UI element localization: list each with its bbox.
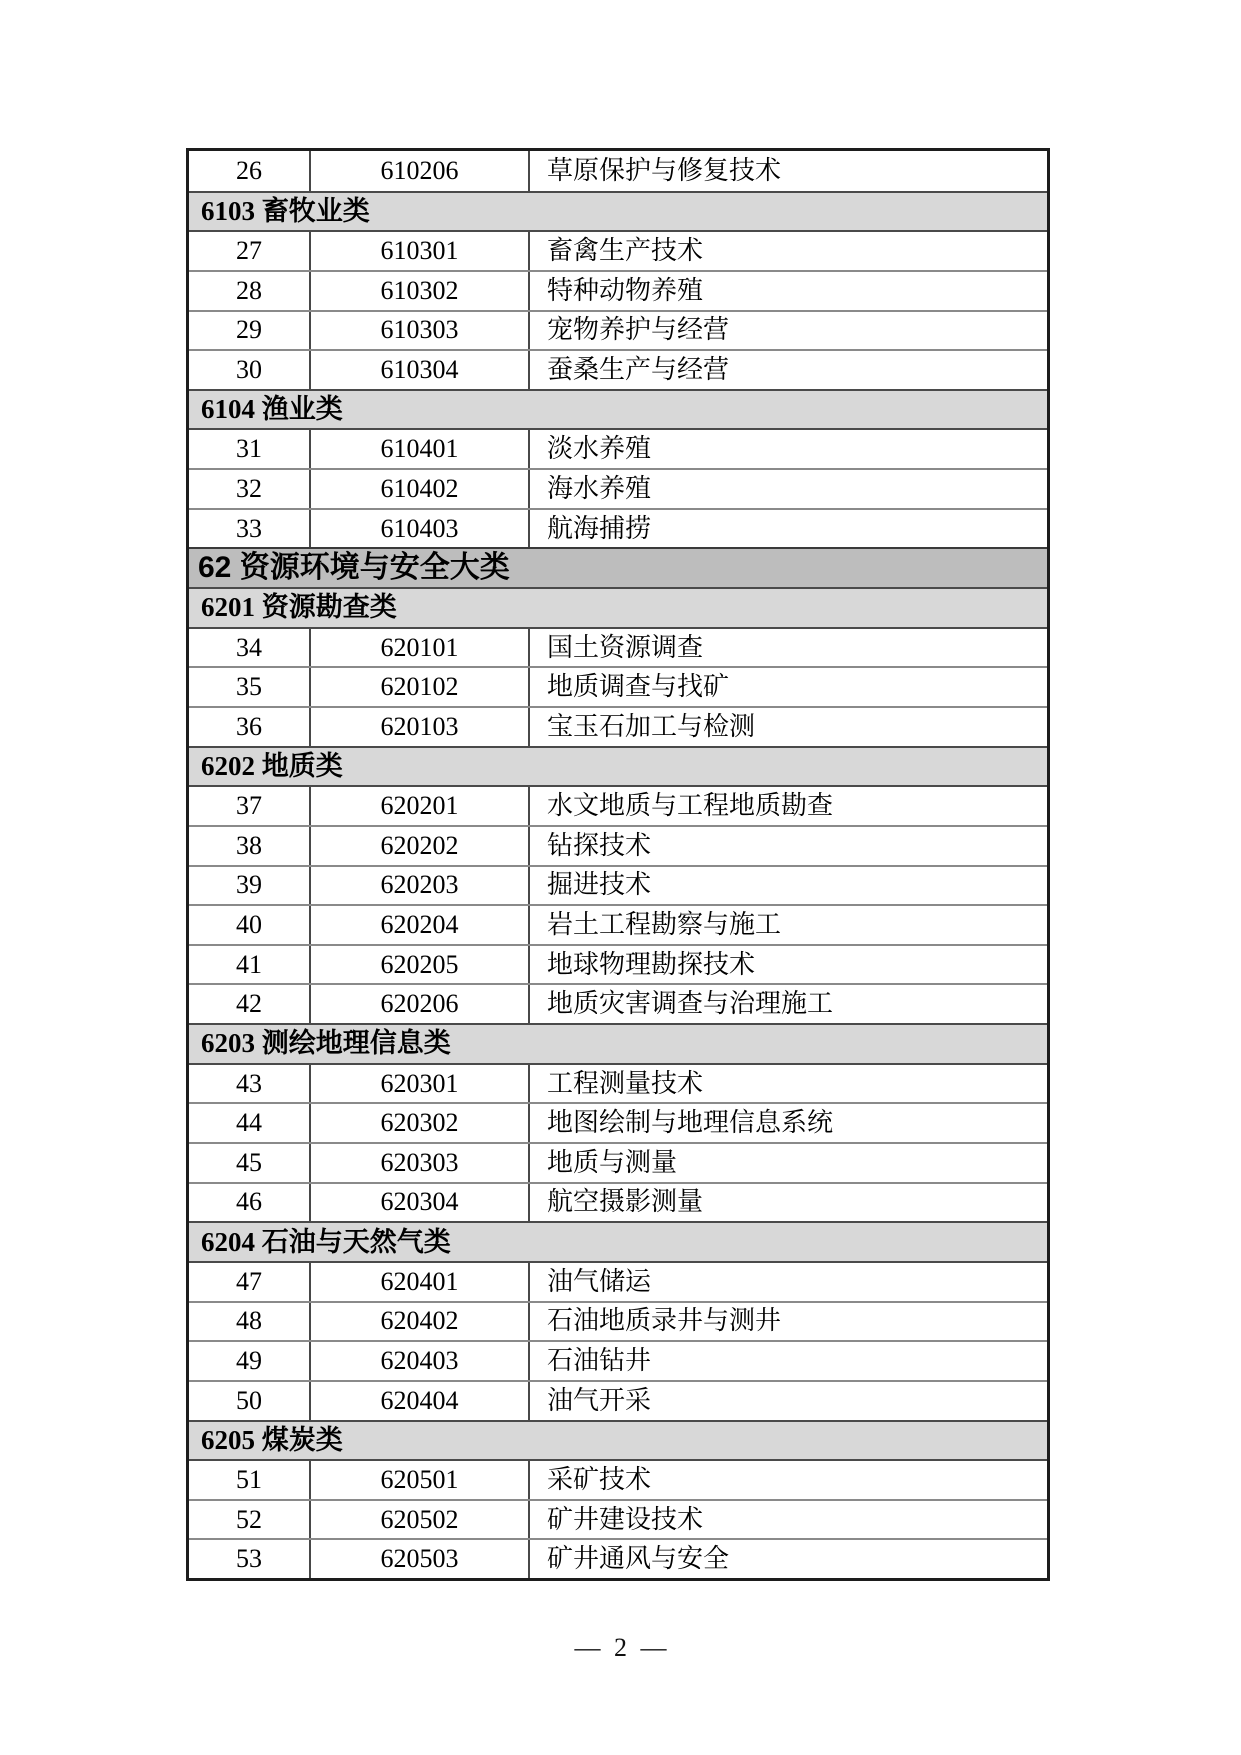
table-row xyxy=(189,1063,1047,1103)
category-label: 6204 石油与天然气类 xyxy=(201,1226,451,1257)
code-cell: 610206 xyxy=(311,151,530,191)
table-row xyxy=(189,865,1047,905)
code-cell: 620502 xyxy=(311,1501,530,1539)
code-cell: 620103 xyxy=(311,708,530,746)
specialty-name-cell: 宠物养护与经营 xyxy=(547,315,730,345)
specialty-name-cell: 水文地质与工程地质勘查 xyxy=(547,791,834,821)
specialty-name-cell: 油气储运 xyxy=(547,1266,652,1296)
seq-cell: 28 xyxy=(189,272,311,310)
code-cell: 620302 xyxy=(311,1104,530,1142)
table-row xyxy=(189,706,1047,746)
table-row xyxy=(189,1340,1047,1380)
specialty-name-cell: 淡水养殖 xyxy=(547,434,652,464)
table-row xyxy=(189,1301,1047,1341)
seq-cell: 37 xyxy=(189,787,311,825)
specialty-name-cell: 采矿技术 xyxy=(547,1464,652,1494)
code-cell: 620202 xyxy=(311,827,530,865)
seq-cell: 48 xyxy=(189,1303,311,1341)
specialty-name-cell: 航海捕捞 xyxy=(547,513,652,543)
category-header-row xyxy=(189,1023,1047,1063)
table-row xyxy=(189,310,1047,350)
seq-cell: 41 xyxy=(189,946,311,984)
table-row xyxy=(189,825,1047,865)
seq-cell: 30 xyxy=(189,351,311,389)
seq-cell: 47 xyxy=(189,1263,311,1301)
table-row xyxy=(189,1459,1047,1499)
seq-cell: 46 xyxy=(189,1184,311,1222)
table-row xyxy=(189,944,1047,984)
table-row xyxy=(189,468,1047,508)
code-cell: 620503 xyxy=(311,1540,530,1578)
category-header-row xyxy=(189,191,1047,231)
specialty-name-cell: 地图绘制与地理信息系统 xyxy=(547,1108,834,1138)
specialty-catalog-table xyxy=(186,148,1050,1581)
code-cell: 620204 xyxy=(311,906,530,944)
code-cell: 620401 xyxy=(311,1263,530,1301)
seq-cell: 51 xyxy=(189,1461,311,1499)
specialty-name-cell: 蚕桑生产与经营 xyxy=(547,355,730,385)
code-cell: 620203 xyxy=(311,867,530,905)
seq-cell: 36 xyxy=(189,708,311,746)
code-cell: 620303 xyxy=(311,1144,530,1182)
code-cell: 610403 xyxy=(311,510,530,548)
seq-cell: 52 xyxy=(189,1501,311,1539)
code-cell: 620205 xyxy=(311,946,530,984)
table-row xyxy=(189,1261,1047,1301)
specialty-name-cell: 矿井通风与安全 xyxy=(547,1544,730,1574)
seq-cell: 40 xyxy=(189,906,311,944)
table-row xyxy=(189,151,1047,191)
specialty-name-cell: 航空摄影测量 xyxy=(547,1187,704,1217)
seq-cell: 38 xyxy=(189,827,311,865)
specialty-name-cell: 地球物理勘探技术 xyxy=(547,949,756,979)
specialty-name-cell: 海水养殖 xyxy=(547,473,652,503)
code-cell: 610304 xyxy=(311,351,530,389)
major-category-label: 62 资源环境与安全大类 xyxy=(198,551,510,585)
specialty-name-cell: 草原保护与修复技术 xyxy=(547,155,782,185)
table-row xyxy=(189,983,1047,1023)
seq-cell: 43 xyxy=(189,1065,311,1103)
code-cell: 620403 xyxy=(311,1342,530,1380)
seq-cell: 31 xyxy=(189,430,311,468)
seq-cell: 53 xyxy=(189,1540,311,1578)
table-row xyxy=(189,349,1047,389)
table-row xyxy=(189,1499,1047,1539)
seq-cell: 33 xyxy=(189,510,311,548)
specialty-name-cell: 宝玉石加工与检测 xyxy=(547,711,756,741)
seq-cell: 42 xyxy=(189,985,311,1023)
code-cell: 620301 xyxy=(311,1065,530,1103)
seq-cell: 34 xyxy=(189,629,311,667)
table-row xyxy=(189,270,1047,310)
seq-cell: 27 xyxy=(189,232,311,270)
seq-cell: 50 xyxy=(189,1382,311,1420)
code-cell: 620102 xyxy=(311,668,530,706)
page-number: — 2 — xyxy=(574,1633,667,1662)
code-cell: 620201 xyxy=(311,787,530,825)
code-cell: 610402 xyxy=(311,470,530,508)
seq-cell: 44 xyxy=(189,1104,311,1142)
category-header-row xyxy=(189,587,1047,627)
table-row xyxy=(189,785,1047,825)
category-label: 6203 测绘地理信息类 xyxy=(201,1028,451,1059)
specialty-name-cell: 地质灾害调查与治理施工 xyxy=(547,989,834,1019)
specialty-name-cell: 矿井建设技术 xyxy=(547,1504,704,1534)
code-cell: 610301 xyxy=(311,232,530,270)
category-header-row xyxy=(189,746,1047,786)
table-row xyxy=(189,1380,1047,1420)
code-cell: 610303 xyxy=(311,312,530,350)
category-header-row xyxy=(189,389,1047,429)
seq-cell: 39 xyxy=(189,867,311,905)
specialty-name-cell: 国土资源调查 xyxy=(547,632,704,662)
category-header-row xyxy=(189,1221,1047,1261)
specialty-name-cell: 石油地质录井与测井 xyxy=(547,1306,782,1336)
category-label: 6104 渔业类 xyxy=(201,394,343,425)
code-cell: 610302 xyxy=(311,272,530,310)
specialty-name-cell: 岩土工程勘察与施工 xyxy=(547,909,782,939)
seq-cell: 49 xyxy=(189,1342,311,1380)
seq-cell: 29 xyxy=(189,312,311,350)
table-row xyxy=(189,627,1047,667)
category-label: 6205 煤炭类 xyxy=(201,1424,343,1455)
specialty-name-cell: 油气开采 xyxy=(547,1385,652,1415)
table-row xyxy=(189,230,1047,270)
table-row xyxy=(189,666,1047,706)
table-row xyxy=(189,508,1047,548)
code-cell: 610401 xyxy=(311,430,530,468)
code-cell: 620101 xyxy=(311,629,530,667)
seq-cell: 26 xyxy=(189,151,311,191)
specialty-name-cell: 畜禽生产技术 xyxy=(547,236,704,266)
seq-cell: 32 xyxy=(189,470,311,508)
major-category-header-row xyxy=(189,547,1047,587)
table-row xyxy=(189,1538,1047,1578)
category-header-row xyxy=(189,1420,1047,1460)
table-row xyxy=(189,1102,1047,1142)
category-label: 6103 畜牧业类 xyxy=(201,195,370,226)
table-row xyxy=(189,1142,1047,1182)
category-label: 6201 资源勘查类 xyxy=(201,592,397,623)
table-row xyxy=(189,904,1047,944)
specialty-name-cell: 石油钻井 xyxy=(547,1346,652,1376)
category-label: 6202 地质类 xyxy=(201,750,343,781)
seq-cell: 45 xyxy=(189,1144,311,1182)
specialty-name-cell: 工程测量技术 xyxy=(547,1068,704,1098)
specialty-name-cell: 掘进技术 xyxy=(547,870,652,900)
code-cell: 620402 xyxy=(311,1303,530,1341)
table-row xyxy=(189,428,1047,468)
specialty-name-cell: 特种动物养殖 xyxy=(547,275,704,305)
specialty-name-cell: 地质调查与找矿 xyxy=(547,672,730,702)
table-row xyxy=(189,1182,1047,1222)
specialty-name-cell: 钻探技术 xyxy=(547,830,652,860)
code-cell: 620206 xyxy=(311,985,530,1023)
code-cell: 620404 xyxy=(311,1382,530,1420)
seq-cell: 35 xyxy=(189,668,311,706)
code-cell: 620501 xyxy=(311,1461,530,1499)
specialty-name-cell: 地质与测量 xyxy=(547,1147,678,1177)
code-cell: 620304 xyxy=(311,1184,530,1222)
